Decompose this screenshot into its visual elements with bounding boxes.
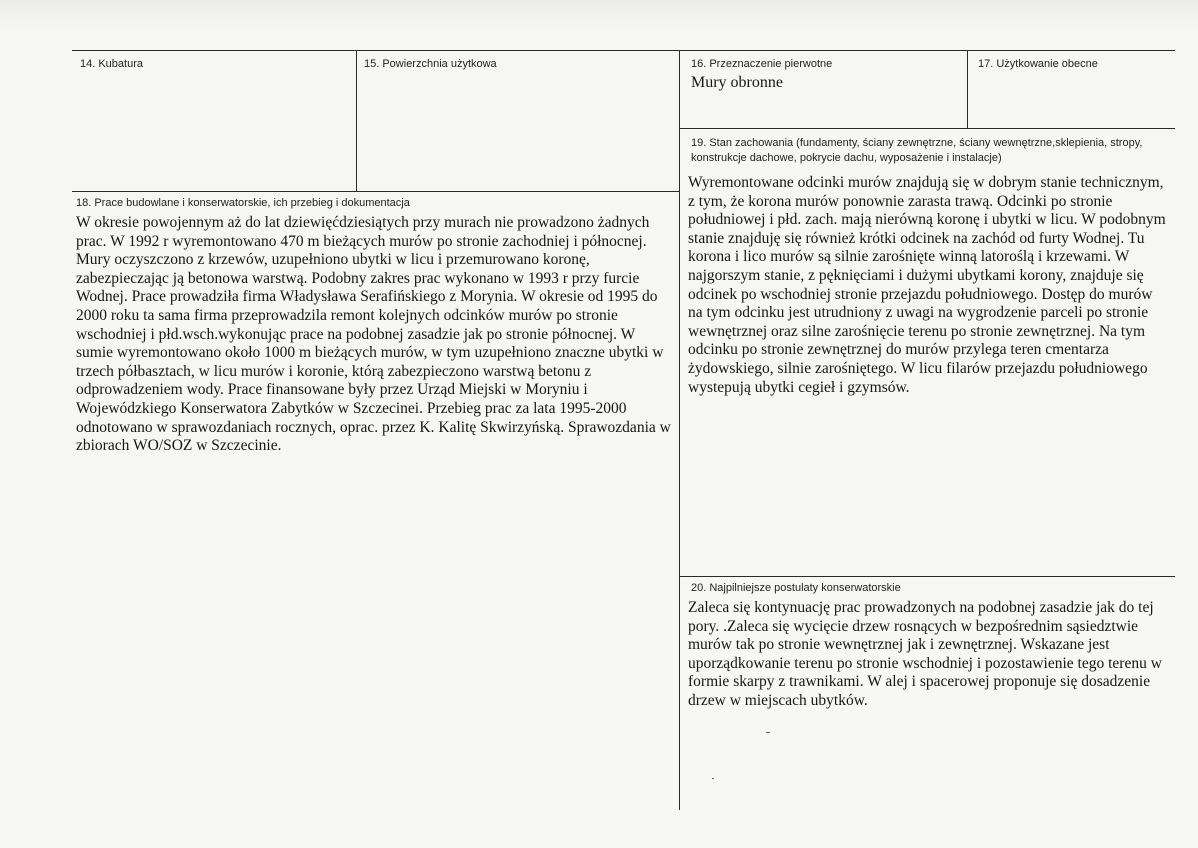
rule-under-f16-f17 [679, 128, 1175, 129]
field-20-value: Zaleca się kontynuację prac prowadzonych na podobnej zasadzie jak do tej pory. .Zaleca się wycięcie drzew rosnących w bezpośrednim sąsiedztwie murów tak po stronie wewnętrznej jak i zewnętrznej. Wskazane jest uporządkowanie terenu po stronie wschodniej i pozostawienie tego terenu w formie skarpy z trawnikami. W alej i spacerowej proponuje się dosadzenie drzew w miejscach ubytków. [688, 599, 1162, 709]
field-19-label: 19. Stan zachowania (fundamenty, ściany zewnętrzne, ściany wewnętrzne,sklepienia, stropy, konstrukcje dachowe, pokrycie dachu, wyposażenie i instalacje) [691, 137, 1143, 164]
divider-left-right [679, 50, 680, 810]
field-19-value: Wyremontowane odcinki murów znajdują się w dobrym stanie technicznym, z tym, że korona murów ponownie zarasta trawą. Odcinki po stronie południowej i płd. zach. mają nierówną koronę i ubytki w licu. W podobnym stanie znajduję się również krótki odcinek na zachód od furty Wodnej. Tu korona i lico murów są silnie zarośnięte winną latoroślą i krzewami. W najgorszym stanie, z pęknięciami i dużymi ubytkami korony, znajduje się odcinek po wschodniej stronie przejazdu południowego. Dostęp do murów na tym odcinku jest utrudniony z uwagi na wygrodzenie parceli po stronie wewnętrznej oraz silne zarośnięcie terenu po stronie zewnętrznej. Na tym odcinku po stronie zewnętrznej do murów przylega teren cmentarza żydowskiego, silnie zarośniętego. W licu filarów przejazdu południowego wystepują ubytki cegieł i gzymsów. [688, 174, 1166, 396]
field-18-value: W okresie powojennym aż do lat dziewięćdziesiątych przy murach nie prowadzono żadnych prac. W 1992 r wyremontowano 470 m bieżących murów po stronie zachodniej i północnej. Mury oczyszczono z krzewów, uzupełniono ubytki w licu i przemurowano koronę, zabezpieczając ją betonowa warstwą. Podobny zakres prac wykonano w 1993 r przy furcie Wodnej. Prace prowadziła firma Władysława Serafińskiego z Morynia. W okresie od 1995 do 2000 roku ta sama firma przeprowadzila remont kolejnych odcinków murów po stronie wschodniej i płd.wsch.wykonując prace na podobnej zasadzie jak po stronie północnej. W sumie wyremontowano około 1000 m bieżących murów, w tym uzupełniono znaczne ubytki w trzech półbasztach, w licu murów i koronie, którą zabezpieczono warstwą betonu z odprowadzeniem wody. Prace finansowane były przez Urząd Miejski w Moryniu i Wojewódzkiego Konserwatora Zabytków w Szczecinei. Przebieg prac za lata 1995-2000 odnotowano w sprawozdaniach rocznych, oprac. przez K. Kalitę Skwirzyńską. Sprawozdania w zbiorach WO/SOZ w Szczecinie. [76, 214, 671, 455]
field-15-label: 15. Powierzchnia użytkowa [364, 58, 497, 70]
top-rule [72, 50, 1175, 51]
rule-under-f14-f15 [72, 191, 679, 192]
divider-f16-f17 [967, 50, 968, 128]
field-20-label: 20. Najpilniejsze postulaty konserwatorskie [691, 582, 901, 594]
field-18-label: 18. Prace budowlane i konserwatorskie, ich przebieg i dokumentacja [76, 197, 410, 209]
rule-above-f20 [679, 576, 1175, 577]
field-17-label: 17. Użytkowanie obecne [978, 58, 1098, 70]
field-16-value: Mury obronne [691, 74, 783, 91]
field-14-label: 14. Kubatura [80, 58, 143, 70]
divider-f14-f15 [356, 50, 357, 191]
field-16-label: 16. Przeznaczenie pierwotne [691, 58, 833, 70]
scan-speck [712, 778, 714, 779]
scan-speck [766, 732, 770, 733]
